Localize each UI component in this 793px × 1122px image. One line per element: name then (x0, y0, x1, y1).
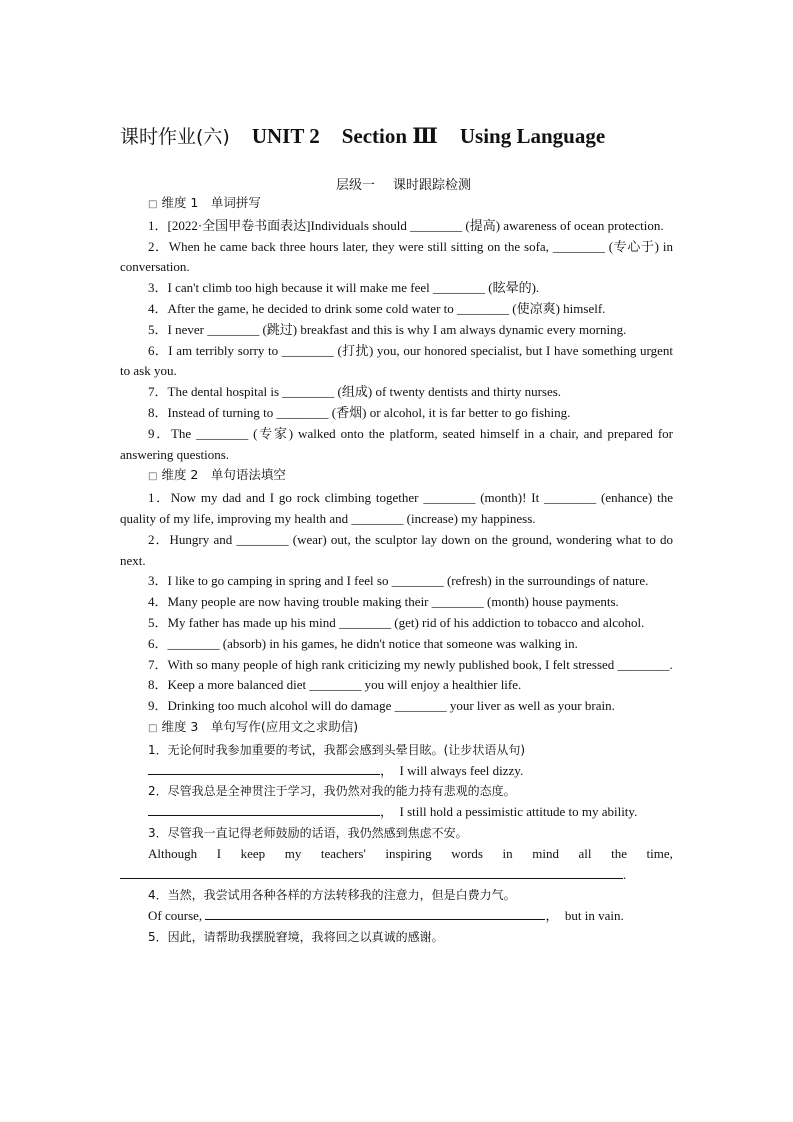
answer-line: Although I keep my teachers' inspiring words in mind all the time, (148, 845, 673, 861)
title-cn: 课时作业(六) (120, 126, 230, 148)
answer-blank[interactable] (148, 803, 380, 816)
question-item: 6．I am terribly sorry to ________ (打扰) you, our honored specialist, but I have something urgent to ask you. (120, 342, 673, 379)
section-heading: □ 维度 1 单词拼写 (148, 195, 261, 210)
section-heading: □ 维度 3 单句写作(应用文之求助信) (148, 718, 359, 734)
question-item: 2．Hungry and ________ (wear) out, the sculptor lay down on the ground, wondering what to do next. (120, 531, 673, 568)
question-item: 9．Drinking too much alcohol will do damage ________ your liver as well as your brain. (148, 698, 615, 714)
exercise-body (120, 193, 673, 948)
question-item: 2．When he came back three hours later, they were still sitting on the sofa, ________ (专心于) in conversation. (120, 238, 673, 275)
section-heading: □ 维度 2 单句语法填空 (148, 467, 286, 483)
level-name: 层级一 (336, 178, 376, 193)
section-marker-icon: □ (148, 722, 158, 734)
question-item: 6．________ (absorb) in his games, he didn't notice that someone was walking in. (148, 635, 578, 651)
question-item: 8．Keep a more balanced diet ________ you will enjoy a healthier life. (148, 677, 522, 693)
level-heading (336, 174, 471, 193)
translation-prompt: 2．尽管我总是全神贯注于学习，我仍然对我的能力持有悲观的态度。 (148, 784, 516, 799)
question-item: 8．Instead of turning to ________ (香烟) or alcohol, it is far better to go fishing. (148, 404, 571, 420)
level-subtitle: 课时跟踪检测 (393, 178, 472, 193)
title-unit: UNIT 2 (251, 124, 320, 148)
answer-line: ， I still hold a pessimistic attitude to my ability. (120, 802, 673, 823)
question-item: 4．Many people are now having trouble making their ________ (month) house payments. (148, 594, 619, 610)
answer-blank[interactable] (120, 866, 623, 879)
answer-line: . (120, 865, 673, 886)
answer-blank[interactable] (148, 762, 380, 775)
answer-blank[interactable] (205, 907, 545, 920)
question-item: 9．The ________ (专家) walked onto the platform, seated himself in a chair, and prepared for answering questions. (120, 425, 673, 462)
question-item: 1．[2022·全国甲卷书面表达]Individuals should ________ (提高) awareness of ocean protection. (148, 217, 664, 233)
translation-prompt: 1．无论何时我参加重要的考试，我都会感到头晕目眩。(让步状语从句) (148, 742, 526, 757)
question-item: 5．I never ________ (跳过) breakfast and this is why I am always dynamic every morning. (148, 321, 627, 337)
translation-prompt: 4．当然，我尝试用各种各样的方法转移我的注意力，但是白费力气。 (148, 888, 516, 903)
title-topic: Using Language (459, 124, 606, 148)
translation-prompt: 5．因此，请帮助我摆脱窘境，我将回之以真诚的感谢。 (148, 929, 444, 944)
question-item: 1．Now my dad and I go rock climbing together ________ (month)! It ________ (enhance) the quality of my life, improving my health and ________ (increase) my happiness. (120, 490, 673, 526)
question-item: 5．My father has made up his mind ________ (get) rid of his addiction to tobacco and alcohol. (148, 614, 645, 630)
question-item: 7．With so many people of high rank criticizing my newly published book, I felt stressed ________. (148, 656, 673, 672)
translation-prompt: 3．尽管我一直记得老师鼓励的话语，我仍然感到焦虑不安。 (148, 825, 468, 840)
question-item: 4．After the game, he decided to drink some cold water to ________ (使凉爽) himself. (148, 300, 606, 316)
answer-line: Of course, ， but in vain. (148, 908, 624, 924)
question-item: 7．The dental hospital is ________ (组成) of twenty dentists and thirty nurses. (148, 384, 562, 400)
page-title (120, 122, 605, 149)
section-marker-icon: □ (148, 471, 158, 483)
title-section: Section Ⅲ (341, 124, 438, 148)
answer-line: ， I will always feel dizzy. (120, 761, 673, 782)
question-item: 3．I can't climb too high because it will make me feel ________ (眩晕的). (148, 280, 540, 296)
question-item: 3．I like to go camping in spring and I feel so ________ (refresh) in the surroundings of nature. (148, 573, 649, 589)
section-marker-icon: □ (148, 199, 158, 210)
